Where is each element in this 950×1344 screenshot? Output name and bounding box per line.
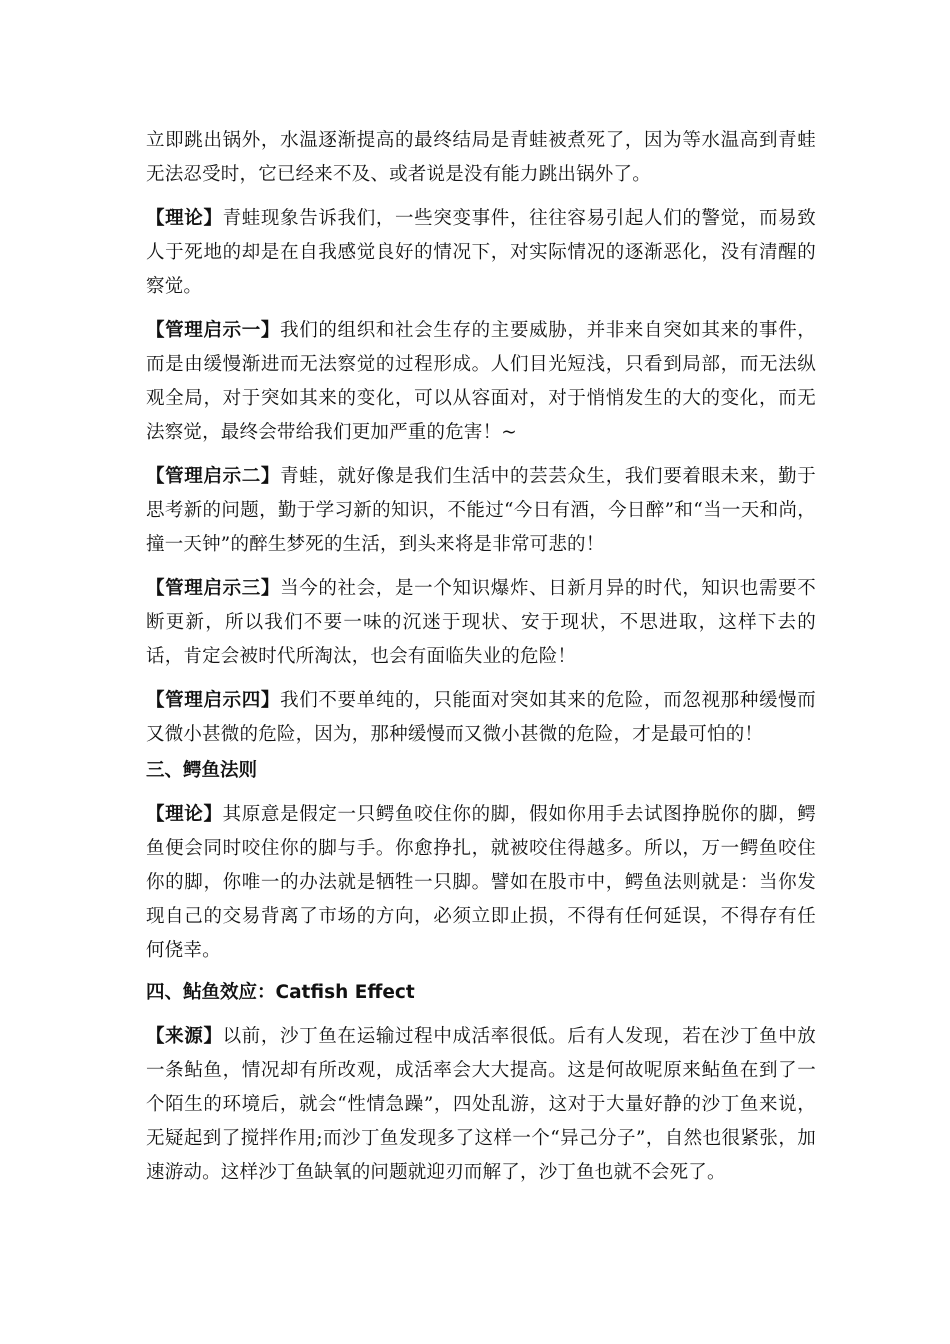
paragraph-insight-2 bbox=[146, 460, 816, 562]
paragraph-text: 立即跳出锅外，水温逐渐提高的最终结局是青蛙被煮死了，因为等水温高到青蛙无法忍受时，它已经来不及、或者说是没有能力跳出锅外了。 bbox=[146, 130, 816, 185]
paragraph-tag: 【理论】 bbox=[146, 804, 223, 825]
document-body bbox=[146, 124, 816, 1200]
paragraph-text: 我们不要单纯的，只能面对突如其来的危险，而忽视那种缓慢而又微小甚微的危险，因为，那种缓慢而又微小甚微的危险，才是最可怕的！ bbox=[146, 690, 816, 745]
paragraph-continuation bbox=[146, 124, 816, 192]
paragraph-text: 青蛙现象告诉我们，一些突变事件，往往容易引起人们的警觉，而易致人于死地的却是在自我感觉良好的情况下，对实际情况的逐渐恶化，没有清醒的察觉。 bbox=[146, 208, 816, 297]
paragraph-tag: 【来源】 bbox=[146, 1026, 223, 1047]
paragraph-tag: 【管理启示三】 bbox=[146, 578, 281, 599]
paragraph-text: 我们的组织和社会生存的主要威胁，并非来自突如其来的事件，而是由缓慢渐进而无法察觉的过程形成。人们目光短浅，只看到局部，而无法纵观全局，对于突如其来的变化，可以从容面对，对于悄悄发生的大的变化，而无法察觉，最终会带给我们更加严重的危害！~ bbox=[146, 320, 816, 443]
paragraph-text: 以前，沙丁鱼在运输过程中成活率很低。后有人发现，若在沙丁鱼中放一条鲇鱼，情况却有所改观，成活率会大大提高。这是何故呢原来鲇鱼在到了一个陌生的环境后，就会“性情急躁”，四处乱游，这对于大量好静的沙丁鱼来说，无疑起到了搅拌作用;而沙丁鱼发现多了这样一个“异己分子”，自然也很紧张，加速游动。这样沙丁鱼缺氧的问题就迎刃而解了，沙丁鱼也就不会死了。 bbox=[146, 1026, 816, 1183]
paragraph-insight-3 bbox=[146, 572, 816, 674]
paragraph-insight-1 bbox=[146, 314, 816, 450]
paragraph-tag: 【理论】 bbox=[146, 208, 223, 229]
section-heading-catfish-effect: 四、鲇鱼效应：Catfish Effect bbox=[146, 982, 415, 1003]
paragraph-tag: 【管理启示四】 bbox=[146, 690, 281, 711]
paragraph-crocodile-theory bbox=[146, 798, 816, 968]
paragraph-text: 青蛙，就好像是我们生活中的芸芸众生，我们要着眼未来，勤于思考新的问题，勤于学习新的知识，不能过“今日有酒，今日醉”和“当一天和尚，撞一天钟”的醉生梦死的生活，到头来将是非常可悲的！ bbox=[146, 466, 816, 555]
paragraph-text: 其原意是假定一只鳄鱼咬住你的脚，假如你用手去试图挣脱你的脚，鳄鱼便会同时咬住你的脚与手。你愈挣扎，就被咬住得越多。所以，万一鳄鱼咬住你的脚，你唯一的办法就是牺牲一只脚。譬如在股市中，鳄鱼法则就是：当你发现自己的交易背离了市场的方向，必须立即止损，不得有任何延误，不得存有任何侥幸。 bbox=[146, 804, 816, 961]
paragraph-insight-4 bbox=[146, 684, 816, 752]
paragraph-text: 当今的社会，是一个知识爆炸、日新月异的时代，知识也需要不断更新，所以我们不要一味的沉迷于现状、安于现状，不思进取，这样下去的话，肯定会被时代所淘汰，也会有面临失业的危险！ bbox=[146, 578, 816, 667]
section-heading-crocodile-rule: 三、鳄鱼法则 bbox=[146, 760, 258, 781]
paragraph-tag: 【管理启示二】 bbox=[146, 466, 281, 487]
paragraph-catfish-source bbox=[146, 1020, 816, 1190]
paragraph-frog-theory bbox=[146, 202, 816, 304]
paragraph-tag: 【管理启示一】 bbox=[146, 320, 281, 341]
